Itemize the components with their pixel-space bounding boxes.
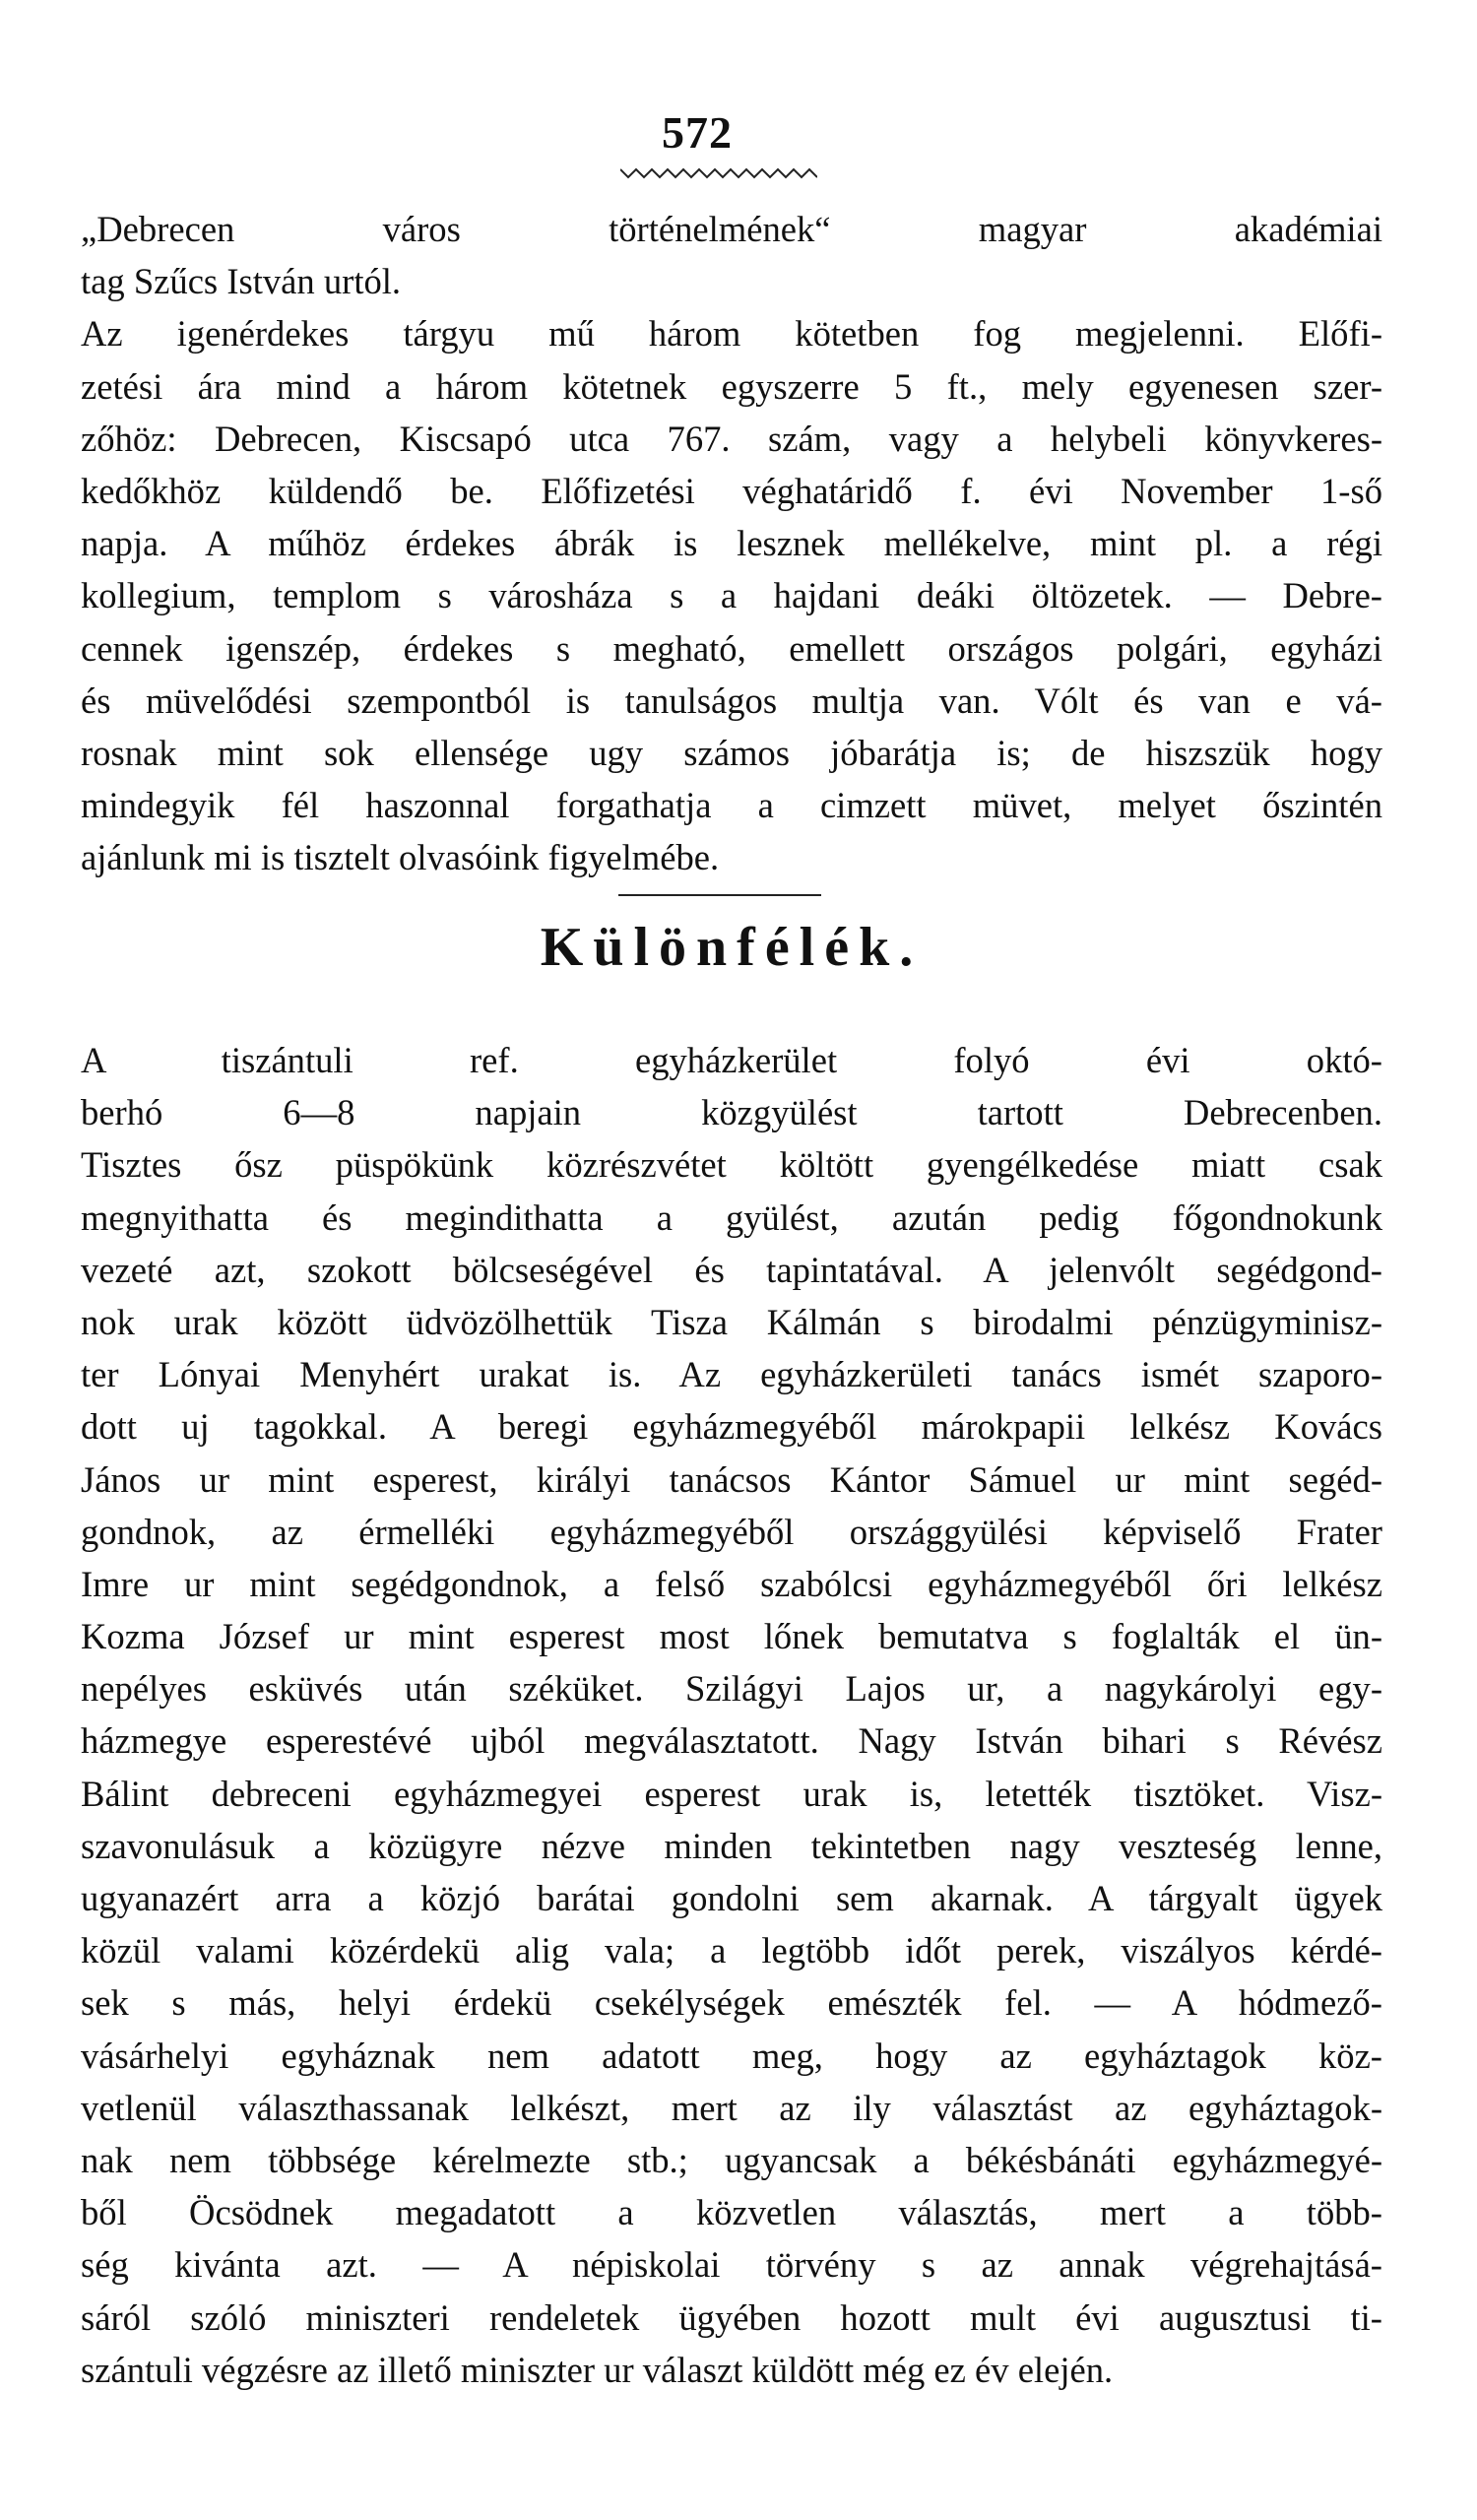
- text-line: vásárhelyi egyháznak nem adatott meg, hogy az egyháztagok köz-: [81, 2035, 1382, 2076]
- text-line: megnyithatta és megindithatta a gyülést, azután pedig főgondnokunk: [81, 1196, 1382, 1238]
- text-line: Imre ur mint segédgondnok, a felső szabólcsi egyházmegyéből őri lelkész: [81, 1563, 1382, 1604]
- text-line: gondnok, az érmelléki egyházmegyéből országgyülési képviselő Frater: [81, 1511, 1382, 1552]
- text-line: Az igenérdekes tárgyu mű három kötetben fog megjelenni. Előfi-: [81, 313, 1382, 355]
- text-line: ajánlunk mi is tisztelt olvasóink figyelmébe.: [81, 837, 720, 878]
- text-line: sek s más, helyi érdekü csekélységek emészték fel. — A hódmező-: [81, 1982, 1382, 2024]
- text-line: és müvelődési szempontból is tanulságos multja van. Vólt és van e vá-: [81, 679, 1382, 721]
- text-line: dott uj tagokkal. A beregi egyházmegyéből márokpapii lelkész Kovács: [81, 1406, 1382, 1448]
- page-number-ornament: [620, 165, 817, 181]
- text-line: „Debrecen város történelmének“ magyar akadémiai: [81, 209, 1382, 249]
- text-line: nok urak között üdvözölhettük Tisza Kálmán s birodalmi pénzügyminisz-: [81, 1301, 1382, 1342]
- text-line: ter Lónyai Menyhért urakat is. Az egyházkerületi tanács ismét szaporo-: [81, 1354, 1382, 1395]
- section-divider: [618, 894, 821, 896]
- text-line: vetlenül választhassanak lelkészt, mert az ily választást az egyháztagok-: [81, 2087, 1382, 2128]
- page-number: 572: [662, 107, 733, 158]
- text-line: rosnak mint sok ellensége ugy számos jóbarátja is; de hiszszük hogy: [81, 732, 1382, 773]
- text-line: János ur mint esperest, királyi tanácsos Kántor Sámuel ur mint segéd-: [81, 1458, 1382, 1500]
- text-line: szavonulásuk a közügyre nézve minden tekintetben nagy veszteség lenne,: [81, 1825, 1382, 1866]
- text-line: zetési ára mind a három kötetnek egyszerre 5 ft., mely egyenesen szer-: [81, 365, 1382, 407]
- text-line: ből Öcsödnek megadatott a közvetlen választás, mert a több-: [81, 2192, 1382, 2233]
- text-line: Kozma József ur mint esperest most lőnek bemutatva s foglalták el ün-: [81, 1616, 1382, 1657]
- book-announcement-paragraph: [81, 203, 1382, 883]
- text-line: Tisztes ősz püspökünk közrészvétet költött gyengélkedése miatt csak: [81, 1144, 1382, 1186]
- text-line: házmegye esperestévé ujból megválasztatott. Nagy István bihari s Révész: [81, 1720, 1382, 1762]
- text-line: vezeté azt, szokott bölcseségével és tapintatával. A jelenvólt segédgond-: [81, 1249, 1382, 1290]
- section-heading: Különfélék.: [540, 917, 924, 978]
- text-line: berhó 6—8 napjain közgyülést tartott Debrecenben.: [81, 1092, 1382, 1133]
- text-line: nepélyes esküvés után széküket. Szilágyi Lajos ur, a nagykárolyi egy-: [81, 1668, 1382, 1710]
- text-line: zőhöz: Debrecen, Kiscsapó utca 767. szám, vagy a helybeli könyvkeres-: [81, 418, 1382, 459]
- text-line: ség kivánta azt. — A népiskolai törvény s az annak végrehajtásá-: [81, 2244, 1382, 2286]
- church-district-report-paragraph: [81, 1034, 1382, 2396]
- text-line: szántuli végzésre az illető miniszter ur választ küldött még ez év elején.: [81, 2349, 1114, 2390]
- text-line: kedőkhöz küldendő be. Előfizetési véghatáridő f. évi November 1-ső: [81, 470, 1382, 511]
- text-line: tag Szűcs István urtól.: [81, 261, 402, 302]
- text-line: sáról szóló miniszteri rendeletek ügyében hozott mult évi augusztusi ti-: [81, 2296, 1382, 2338]
- text-line: kollegium, templom s városháza s a hajdani deáki öltözetek. — Debre-: [81, 575, 1382, 616]
- text-line: A tiszántuli ref. egyházkerület folyó évi októ-: [81, 1040, 1382, 1080]
- text-line: nak nem többsége kérelmezte stb.; ugyancsak a békésbánáti egyházmegyé-: [81, 2139, 1382, 2180]
- text-line: cennek igenszép, érdekes s megható, emellett országos polgári, egyházi: [81, 627, 1382, 669]
- text-line: mindegyik fél haszonnal forgathatja a cimzett müvet, melyet őszintén: [81, 785, 1382, 826]
- text-line: napja. A műhöz érdekes ábrák is lesznek mellékelve, mint pl. a régi: [81, 523, 1382, 564]
- text-line: Bálint debreceni egyházmegyei esperest urak is, letették tisztöket. Visz-: [81, 1773, 1382, 1814]
- text-line: közül valami közérdekü alig vala; a legtöbb időt perek, viszályos kérdé-: [81, 1930, 1382, 1971]
- text-line: ugyanazért arra a közjó barátai gondolni sem akarnak. A tárgyalt ügyek: [81, 1878, 1382, 1918]
